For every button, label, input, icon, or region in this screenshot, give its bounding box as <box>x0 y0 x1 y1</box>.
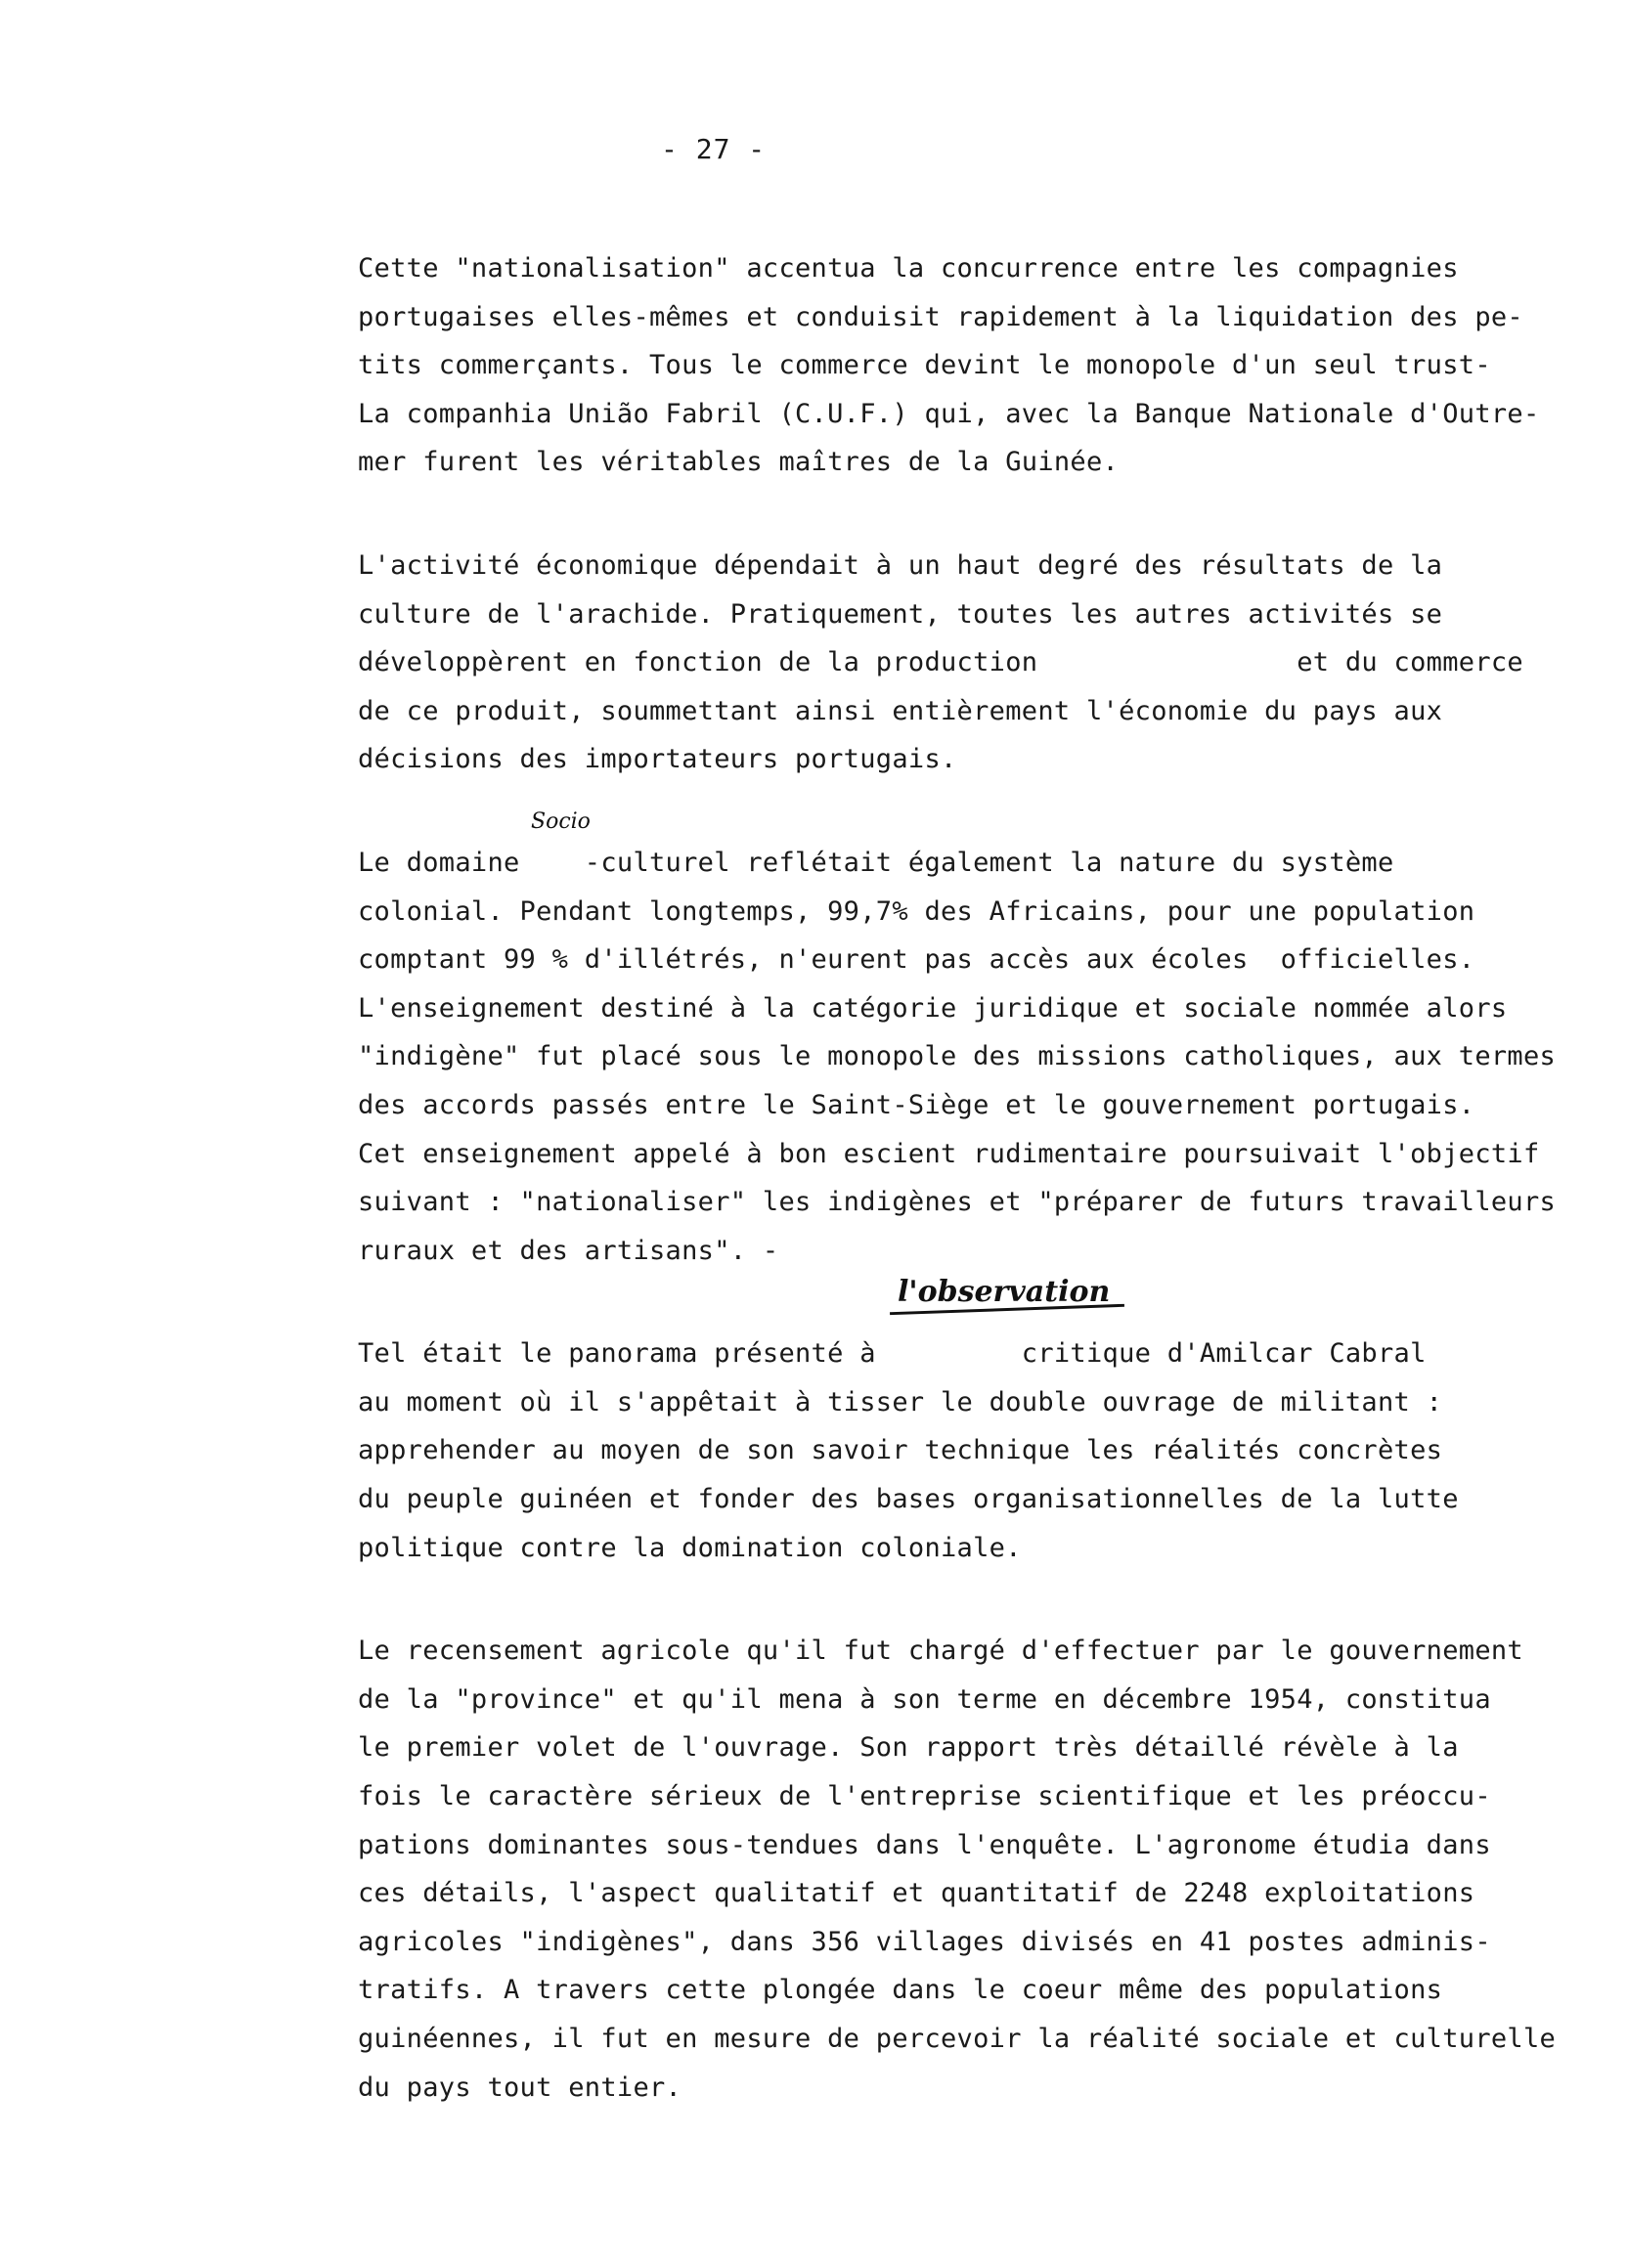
text-line: Cette "nationalisation" accentua la concurrence entre les compagnies <box>358 253 1459 284</box>
text-line: au moment où il s'appêtait à tisser le double ouvrage de militant : <box>358 1386 1443 1418</box>
text-line: décisions des importateurs portugais. <box>358 744 957 775</box>
page-number: - 27 - <box>661 133 767 165</box>
text-line: comptant 99 % d'illétrés, n'eurent pas accès aux écoles officielles. <box>358 944 1475 976</box>
text-line: Le domaine -culturel reflétait également la nature du système <box>358 847 1394 878</box>
text-line: Tel était le panorama présenté à critique d'Amilcar Cabral <box>358 1338 1427 1370</box>
text-line: apprehender au moyen de son savoir technique les réalités concrètes <box>358 1435 1443 1466</box>
handwritten-annotation-socio: Socio <box>531 809 591 834</box>
paragraph-1 <box>358 244 1580 487</box>
text-line: culture de l'arachide. Pratiquement, toutes les autres activités se <box>358 598 1443 630</box>
text-line: ces détails, l'aspect qualitatif et quantitatif de 2248 exploitations <box>358 1878 1475 1909</box>
text-line: des accords passés entre le Saint-Siège et le gouvernement portugais. <box>358 1089 1475 1120</box>
text-line: L'activité économique dépendait à un haut degré des résultats de la <box>358 549 1443 581</box>
text-line: développèrent en fonction de la production et du commerce <box>358 647 1523 678</box>
text-line: de ce produit, soummettant ainsi entièrement l'économie du pays aux <box>358 695 1443 726</box>
text-line: colonial. Pendant longtemps, 99,7% des Africains, pour une population <box>358 895 1475 927</box>
text-line: suivant : "nationaliser" les indigènes et "préparer de futurs travailleurs <box>358 1187 1557 1218</box>
paragraph-4 <box>358 1330 1580 1572</box>
paragraph-2 <box>358 542 1580 784</box>
text-line: "indigène" fut placé sous le monopole des missions catholiques, aux termes <box>358 1041 1557 1072</box>
paragraph-3 <box>358 839 1580 1275</box>
text-line: La companhia União Fabril (C.U.F.) qui, avec la Banque Nationale d'Outre- <box>358 398 1540 429</box>
text-line: tits commerçants. Tous le commerce devint le monopole d'un seul trust- <box>358 350 1491 381</box>
text-line: Le recensement agricole qu'il fut chargé d'effectuer par le gouvernement <box>358 1636 1523 1667</box>
text-line: mer furent les véritables maîtres de la Guinée. <box>358 447 1120 478</box>
text-line: agricoles "indigènes", dans 356 villages divisés en 41 postes adminis- <box>358 1926 1491 1957</box>
text-line: fois le caractère sérieux de l'entreprise scientifique et les préoccu- <box>358 1781 1491 1812</box>
body-text <box>358 244 1580 2166</box>
text-line: L'enseignement destiné à la catégorie juridique et sociale nommée alors <box>358 992 1508 1024</box>
handwritten-annotation-observation: l'observation <box>898 1275 1111 1309</box>
text-line: du peuple guinéen et fonder des bases organisationnelles de la lutte <box>358 1484 1459 1515</box>
text-line: ruraux et des artisans". - <box>358 1235 779 1266</box>
text-line: Cet enseignement appelé à bon escient rudimentaire poursuivait l'objectif <box>358 1138 1540 1169</box>
paragraph-5 <box>358 1627 1580 2112</box>
text-line: tratifs. A travers cette plongée dans le coeur même des populations <box>358 1975 1443 2006</box>
text-line: pations dominantes sous-tendues dans l'enquête. L'agronome étudia dans <box>358 1829 1491 1860</box>
text-line: politique contre la domination coloniale. <box>358 1532 1022 1563</box>
text-line: guinéennes, il fut en mesure de percevoir la réalité sociale et culturelle <box>358 2024 1557 2054</box>
text-line: le premier volet de l'ouvrage. Son rapport très détaillé révèle à la <box>358 1732 1459 1764</box>
text-line: de la "province" et qu'il mena à son terme en décembre 1954, constitua <box>358 1683 1491 1715</box>
text-line: portugaises elles-mêmes et conduisit rapidement à la liquidation des pe- <box>358 301 1523 332</box>
text-line: du pays tout entier. <box>358 2072 682 2103</box>
